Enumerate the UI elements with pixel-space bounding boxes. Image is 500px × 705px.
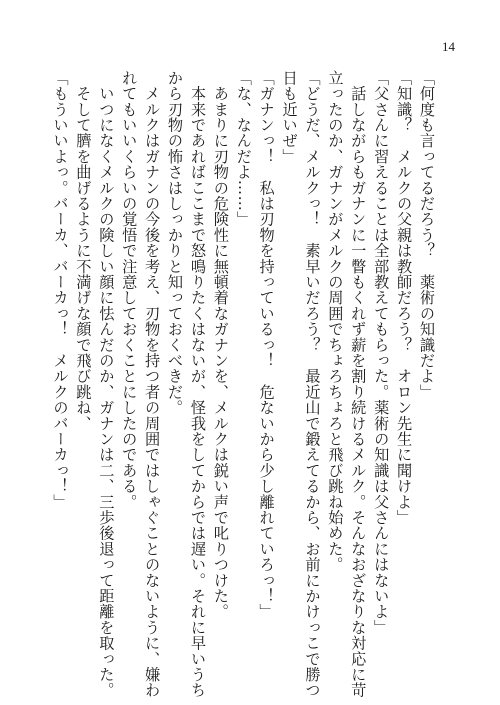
text-line: 「何度も言ってるだろう？ 薬術の知識だよ」 bbox=[418, 70, 436, 400]
text-line: 「知識？ メルクの父親は教師だろう？ オロン先生に聞けよ」 bbox=[395, 70, 414, 526]
text-line: 「ガナンっ！ 私は刃物を持っているっ！ 危ないから少し離れていろっ！」 bbox=[257, 70, 276, 620]
text-line: 話しながらもガナンに一瞥もくれず薪を割り続けるメルク。そんなおざなりな対応に苛 bbox=[349, 70, 368, 698]
text-line: から刃物の怖さはしっかりと知っておくべきだ。 bbox=[166, 70, 185, 416]
text-line: 「どうだ、メルクっ！ 素早いだろう？ 最近山で鍛えてるから、お前にかけっこで勝つ bbox=[303, 70, 322, 698]
text-line: メルクはガナンの今後を考え、刃物を持つ者の周囲ではしゃぐことのないように、嫌わ bbox=[143, 70, 162, 698]
text-line: いつになくメルクの険しい顔に怯んだのか、ガナンは二、三歩後退って距離を取った。 bbox=[97, 70, 116, 698]
text-line: 「な、なんだよ……」 bbox=[234, 70, 253, 227]
text-line: れてもいいくらいの覚悟で注意しておくことにしたのである。 bbox=[120, 70, 139, 510]
vertical-text-block bbox=[49, 70, 438, 698]
text-line: 「もういいよっ。バーカ、バーカっ！ メルクのバーカっ！」 bbox=[51, 70, 70, 510]
text-line: 立ったのか、ガナンがメルクの周囲でちょろちょろと飛び跳ね始めた。 bbox=[326, 70, 345, 573]
text-line: 本来であればここまで怒鳴りたくはないが、怪我をしてからでは遅い。それに早いうち bbox=[188, 70, 207, 698]
page-number: 14 bbox=[442, 39, 455, 54]
text-line: 日も近いぜ」 bbox=[280, 70, 299, 165]
text-line: 「父さんに習えることは全部教えてもらった。薬術の知識は父さんにはないよ」 bbox=[372, 70, 391, 636]
text-line: そして臍を曲げるように不満げな顔で飛び跳ね、 bbox=[74, 70, 93, 432]
text-line: あまりに刃物の危険性に無頓着なガナンを、メルクは鋭い声で叱りつけた。 bbox=[211, 70, 230, 620]
